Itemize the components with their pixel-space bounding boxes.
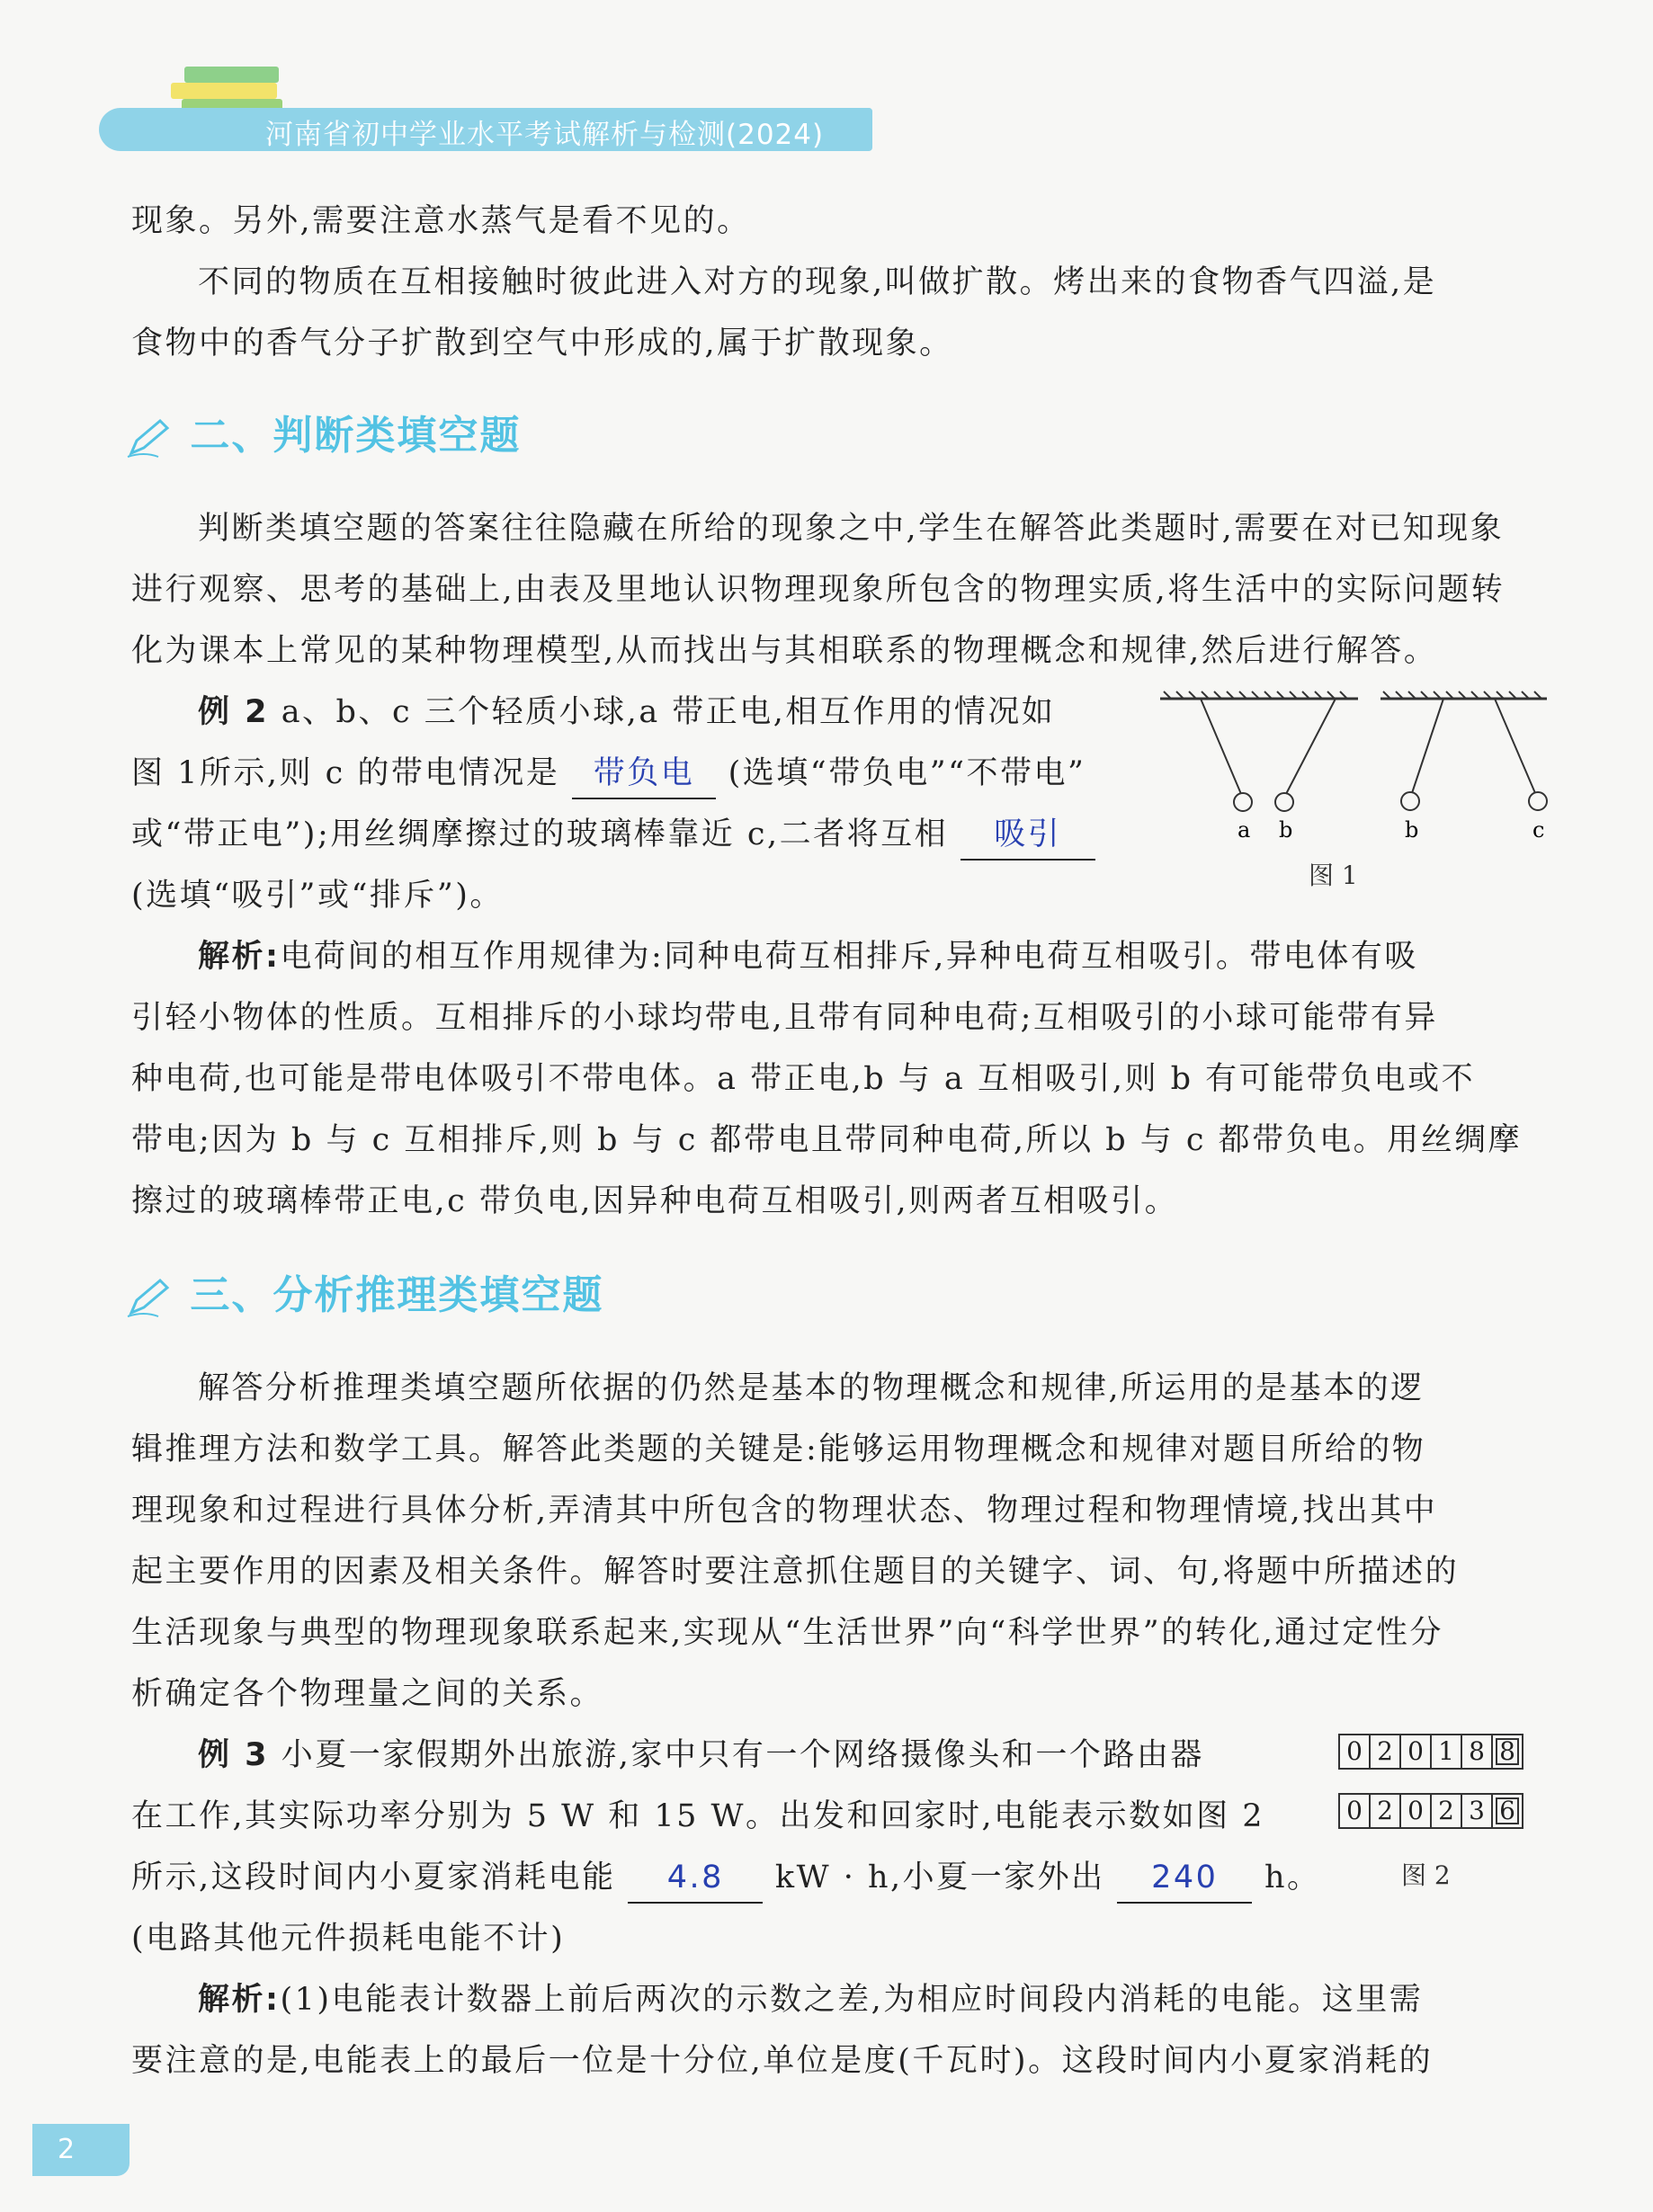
header-banner [99, 56, 890, 164]
figure-1-label-b2: b [1405, 817, 1419, 843]
meter-start-digit: 0 [1401, 1735, 1432, 1768]
analysis-2-line-1 [198, 926, 1621, 987]
page-number: 2 [32, 2124, 130, 2176]
figure-1-caption: 图 1 [1309, 861, 1358, 890]
analysis-2-line-4: 带电;因为 b 与 c 互相排斥,则 b 与 c 都带电且带同种电荷,所以 b 与 c 都带负电。用丝绸摩 [131, 1122, 1523, 1158]
figure-1-label-b1: b [1279, 817, 1293, 843]
meter-start-decimal-digit: 8 [1493, 1735, 1522, 1768]
pencil-icon [126, 1277, 171, 1318]
example-2-text-2b: (选填“带负电”“不带电” [728, 755, 1086, 791]
analysis-2-line-2: 引轻小物体的性质。互相排斥的小球均带电,且带有同种电荷;互相吸引的小球可能带有异 [131, 1000, 1438, 1036]
example-2-line-4: (选填“吸引”或“排斥”)。 [131, 878, 504, 914]
example-2-text-3a: 或“带正电”);用丝绸摩擦过的玻璃棒靠近 c,二者将互相 [131, 816, 949, 852]
meter-end-digit: 2 [1432, 1795, 1462, 1827]
example-3-answer-2: 240 [1117, 1853, 1252, 1904]
intro-line-1: 现象。另外,需要注意水蒸气是看不见的。 [131, 203, 751, 239]
section-3-title [126, 1262, 603, 1325]
example-3-line-3 [131, 1847, 1554, 1908]
meter-end-decimal-digit: 6 [1493, 1795, 1522, 1827]
figure-1-label-c: c [1532, 817, 1545, 843]
meter-end-digit: 0 [1401, 1795, 1432, 1827]
header-title: 河南省初中学业水平考试解析与检测(2024) [265, 119, 825, 151]
analysis-2-line-3: 种电荷,也可能是带电体吸引不带电体。a 带正电,b 与 a 互相吸引,则 b 有可能带负电或不 [131, 1061, 1476, 1097]
figure-1-pendulums [1151, 688, 1556, 850]
example-3-line-2: 在工作,其实际功率分别为 5 W 和 15 W。出发和回家时,电能表示数如图 2 [131, 1798, 1265, 1834]
analysis-3-label: 解析: [198, 1982, 281, 2018]
section-3-para-line-1: 解答分析推理类填空题所依据的仍然是基本的物理概念和规律,所运用的是基本的逻 [198, 1370, 1425, 1406]
example-3-line-4: (电路其他元件损耗电能不计) [131, 1921, 566, 1957]
pencil-icon [126, 417, 171, 459]
analysis-2-text-1: 电荷间的相互作用规律为:同种电荷互相排斥,异种电荷互相吸引。带电体有吸 [280, 939, 1418, 975]
figure-1-right-support [1380, 691, 1547, 810]
example-2-answer-1: 带负电 [572, 749, 716, 799]
example-2-text-1: a、b、c 三个轻质小球,a 带正电,相互作用的情况如 [281, 694, 1056, 730]
example-3-text-3b: kW · h,小夏一家外出 [774, 1860, 1105, 1895]
intro-line-2: 不同的物质在互相接触时彼此进入对方的现象,叫做扩散。烤出来的食物香气四溢,是 [198, 264, 1437, 300]
example-3-label: 例 3 [198, 1737, 270, 1773]
example-3-text-3a: 所示,这段时间内小夏家消耗电能 [131, 1860, 616, 1895]
section-2-para-line-1: 判断类填空题的答案往往隐藏在所给的现象之中,学生在解答此类题时,需要在对已知现象 [198, 511, 1505, 547]
analysis-3-line-1 [198, 1969, 1621, 2030]
example-3-text-3c: h。 [1264, 1860, 1321, 1895]
example-2-label: 例 2 [198, 694, 270, 730]
intro-line-3: 食物中的香气分子扩散到空气中形成的,属于扩散现象。 [131, 326, 953, 361]
example-3-answer-1: 4.8 [628, 1853, 763, 1904]
meter-end-digit: 0 [1340, 1795, 1371, 1827]
figure-2-meter-start [1338, 1734, 1523, 1770]
figure-2-caption: 图 2 [1401, 1860, 1451, 1890]
figure-2-meter-end [1338, 1793, 1523, 1829]
meter-start-digit: 8 [1462, 1735, 1493, 1768]
meter-end-digit: 3 [1462, 1795, 1493, 1827]
section-2-para-line-2: 进行观察、思考的基础上,由表及里地认识物理现象所包含的物理实质,将生活中的实际问题转 [131, 572, 1506, 608]
figure-1-left-support [1160, 691, 1358, 811]
analysis-3-line-2: 要注意的是,电能表上的最后一位是十分位,单位是度(千瓦时)。这段时间内小夏家消耗的 [131, 2043, 1434, 2079]
meter-start-digit: 1 [1432, 1735, 1462, 1768]
section-2-para-line-3: 化为课本上常见的某种物理模型,从而找出与其相联系的物理概念和规律,然后进行解答。 [131, 633, 1438, 669]
analysis-2-label: 解析: [198, 939, 281, 975]
section-3-para-line-2: 辑推理方法和数学工具。解答此类题的关键是:能够运用物理概念和规律对题目所给的物 [131, 1432, 1426, 1467]
meter-end-digit: 2 [1371, 1795, 1401, 1827]
meter-start-digit: 0 [1340, 1735, 1371, 1768]
section-3-para-line-3: 理现象和过程进行具体分析,弄清其中所包含的物理状态、物理过程和物理情境,找出其中 [131, 1493, 1438, 1529]
example-2-text-2a: 图 1所示,则 c 的带电情况是 [131, 755, 560, 791]
analysis-2-line-5: 擦过的玻璃棒带正电,c 带负电,因异种电荷互相吸引,则两者互相吸引。 [131, 1183, 1179, 1219]
analysis-3-text-1: (1)电能表计数器上前后两次的示数之差,为相应时间段内消耗的电能。这里需 [280, 1982, 1424, 2018]
section-2-title [126, 403, 521, 466]
section-3-para-line-5: 生活现象与典型的物理现象联系起来,实现从“生活世界”向“科学世界”的转化,通过定性分 [131, 1615, 1443, 1651]
section-3-para-line-6: 析确定各个物理量之间的关系。 [131, 1676, 604, 1712]
example-2-answer-2: 吸引 [961, 810, 1095, 861]
section-3-para-line-4: 起主要作用的因素及相关条件。解答时要注意抓住题目的关键字、词、句,将题中所描述的 [131, 1554, 1460, 1590]
example-3-text-1: 小夏一家假期外出旅游,家中只有一个网络摄像头和一个路由器 [281, 1737, 1204, 1773]
meter-start-digit: 2 [1371, 1735, 1401, 1768]
header-ribbon [99, 108, 872, 151]
section-2-title-text: 二、判断类填空题 [190, 413, 522, 459]
section-3-title-text: 三、分析推理类填空题 [190, 1272, 604, 1318]
figure-1-label-a: a [1238, 817, 1251, 843]
